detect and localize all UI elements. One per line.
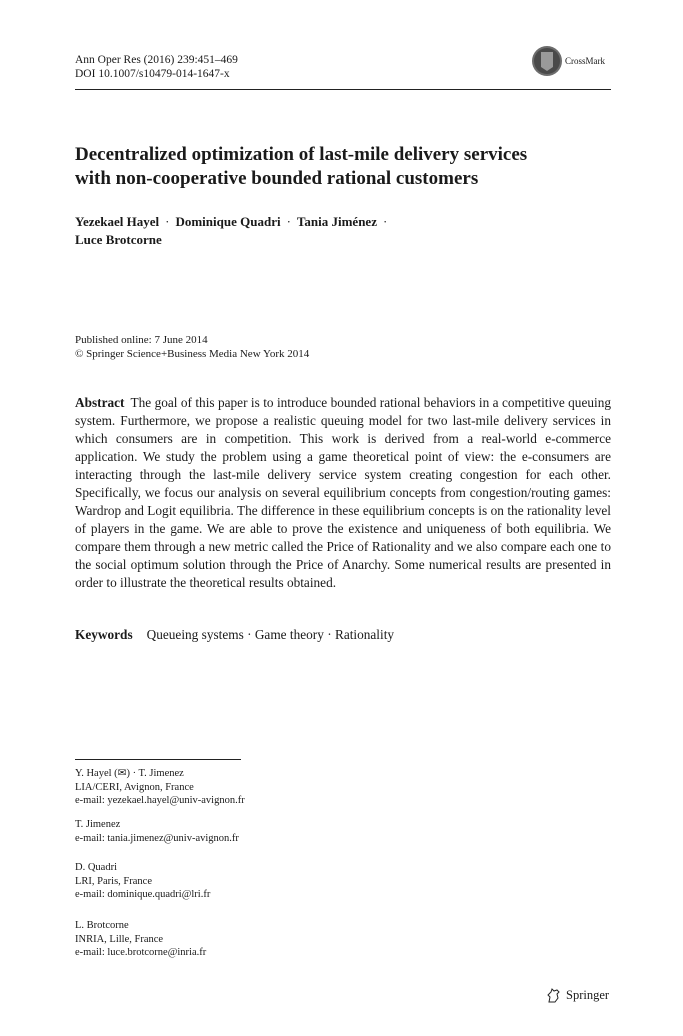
affiliation-institution: INRIA, Lille, France (75, 933, 164, 945)
journal-citation: Ann Oper Res (2016) 239:451–469 (75, 54, 238, 66)
author-separator: · (382, 214, 388, 229)
affiliation-block (75, 818, 239, 845)
keywords-label: Keywords (75, 627, 133, 642)
affiliation-block (75, 919, 206, 960)
affiliation-institution: LIA/CERI, Avignon, France (75, 781, 194, 793)
abstract-text: The goal of this paper is to introduce bounded rational behaviors in a competitive queuing system. Furthermore, we propose a realistic queuing model for two last-mile delivery services in which consumers are in competition. This work is derived from a real-world e-commerce application. We study the problem using a game theoretical point of view: the e-consumers are interacting through the last-mile delivery service system creating congestion for each other. Specifically, we focus our analysis on several equilibrium concepts from congestion/routing games: Wardrop and Logit equilibria. The difference in these equilibrium concepts is on the rationality level of players in the game. We are able to prove the existence and uniqueness of both equilibria. We compare them through a new metric called the Price of Rationality and we also compare each one to the social optimum solution through the Price of Anarchy. Some numerical results are presented in order to illustrate the theoretical results obtained. (75, 395, 611, 590)
title-line: with non-cooperative bounded rational customers (75, 168, 479, 189)
doi[interactable]: DOI 10.1007/s10479-014-1647-x (75, 68, 230, 80)
author-separator: · (286, 214, 291, 229)
copyright-notice: © Springer Science+Business Media New York 2014 (75, 348, 310, 360)
affiliation-block (75, 767, 245, 808)
affiliation-email[interactable]: e-mail: yezekael.hayel@univ-avignon.fr (75, 795, 245, 806)
abstract-label: Abstract (75, 395, 125, 410)
affiliation-authors: T. Jimenez (75, 819, 121, 830)
keywords (75, 626, 394, 644)
author-name: Luce Brotcorne (75, 232, 162, 247)
publisher-logo (546, 987, 609, 1003)
crossmark-icon (531, 45, 563, 77)
affiliation-authors: L. Brotcorne (75, 920, 129, 931)
affiliation-email[interactable]: e-mail: dominique.quadri@lri.fr (75, 889, 211, 900)
springer-horse-icon (546, 987, 562, 1003)
affiliation-authors: Y. Hayel (✉) · T. Jimenez (75, 768, 184, 779)
affiliation-authors: D. Quadri (75, 862, 117, 873)
paper-title (75, 143, 611, 191)
affiliation-block (75, 861, 210, 902)
abstract (75, 394, 611, 592)
crossmark-label: CrossMark (565, 56, 605, 66)
author-list (75, 213, 475, 249)
publisher-name: Springer (566, 987, 610, 1002)
affiliation-email[interactable]: e-mail: luce.brotcorne@inria.fr (75, 947, 207, 958)
title-line: Decentralized optimization of last-mile delivery services (75, 144, 528, 165)
author-separator: · (165, 214, 170, 229)
journal-header (75, 53, 238, 81)
footnote-divider (75, 759, 241, 760)
affiliation-institution: LRI, Paris, France (75, 875, 152, 887)
publication-info (75, 333, 309, 361)
author-name: Yezekael Hayel (75, 214, 160, 229)
header-divider (75, 89, 611, 90)
crossmark-badge[interactable] (531, 45, 605, 77)
author-name: Dominique Quadri (175, 214, 281, 229)
published-date: Published online: 7 June 2014 (75, 334, 208, 346)
affiliation-email[interactable]: e-mail: tania.jimenez@univ-avignon.fr (75, 832, 239, 844)
keywords-text: Queueing systems · Game theory · Rationality (146, 627, 395, 642)
author-name: Tania Jiménez (296, 214, 377, 229)
